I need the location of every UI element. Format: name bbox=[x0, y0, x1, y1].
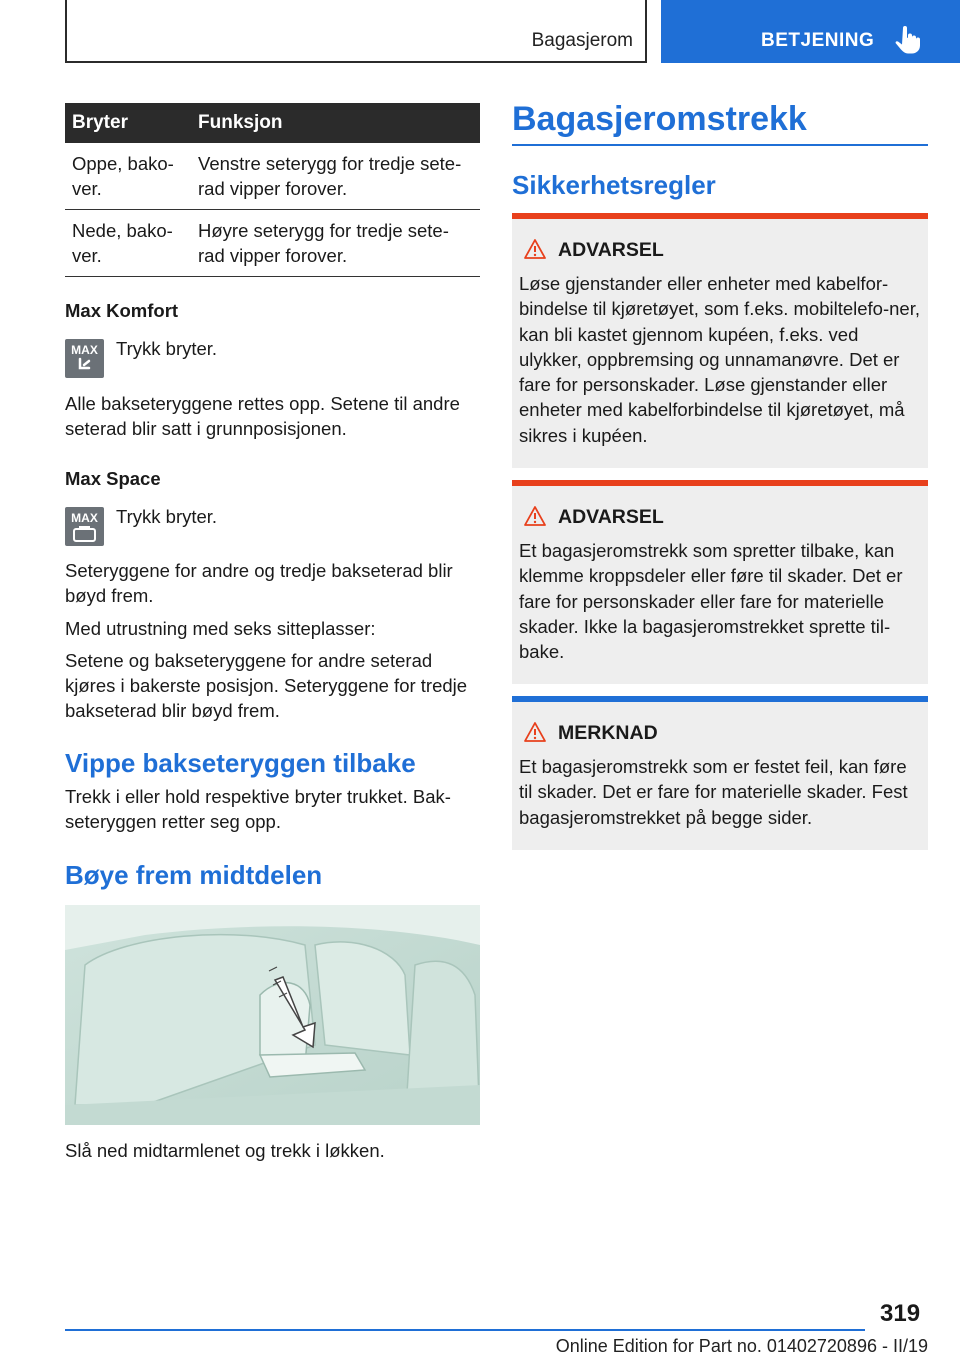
footer-divider bbox=[65, 1329, 865, 1331]
svg-text:MAX: MAX bbox=[71, 511, 98, 525]
notice-color-bar bbox=[512, 696, 928, 702]
table-cell: Oppe, bako-ver. bbox=[65, 143, 191, 210]
header-section-box bbox=[65, 0, 647, 63]
table-cell: Venstre seterygg for tredje sete-rad vipper forover. bbox=[191, 143, 480, 210]
warning-notice-2 bbox=[512, 480, 928, 684]
max-space-step: Trykk bryter. bbox=[116, 506, 218, 527]
vippe-description: Trekk i eller hold respektive bryter trukket. Bak-seteryggen retter seg opp. bbox=[65, 786, 451, 832]
header-chapter-title: BETJENING bbox=[761, 30, 875, 51]
max-komfort-heading: Max Komfort bbox=[65, 300, 179, 321]
max-space-heading: Max Space bbox=[65, 468, 161, 489]
seating-description: Setene og bakseteryggene for andre seterad kjøres i bakerste posisjon. Seteryggene for tredje bakseterad blir bøyd frem. bbox=[65, 650, 468, 721]
notice-text: Et bagasjeromstrekk som er festet feil, kan føre til skader. Det er fare for materielle skader. Fest bagasjeromstrekket på begge sider. bbox=[519, 756, 908, 828]
table-header-row bbox=[65, 103, 480, 143]
table-cell: Høyre seterygg for tredje sete-rad vipper forover. bbox=[191, 210, 480, 277]
table-row bbox=[65, 143, 480, 210]
notice-label: MERKNAD bbox=[558, 722, 658, 744]
page-title: Bagasjeromstrekk bbox=[512, 100, 807, 138]
switch-function-table bbox=[65, 103, 480, 277]
table-header-cell: Bryter bbox=[65, 103, 191, 143]
table-header-cell: Funksjon bbox=[191, 103, 480, 143]
notice-color-bar bbox=[512, 480, 928, 486]
header-chapter-box bbox=[661, 0, 960, 63]
footer-edition: Online Edition for Part no. 01402720896 - II/19 bbox=[555, 1336, 928, 1356]
hand-pointer-icon bbox=[894, 26, 920, 54]
boye-heading: Bøye frem midtdelen bbox=[65, 860, 323, 890]
photo-caption: Slå ned midtarmlenet og trekk i løkken. bbox=[65, 1140, 385, 1161]
notice-label: ADVARSEL bbox=[558, 239, 664, 261]
max-space-description: Seteryggene for andre og tredje bakseterad blir bøyd frem. bbox=[65, 560, 453, 606]
max-komfort-description: Alle bakseteryggene rettes opp. Setene til andre seterad blir satt i grunnposisjonen. bbox=[65, 393, 460, 439]
warning-triangle-icon bbox=[523, 238, 547, 260]
rear-seat-armrest-photo bbox=[65, 905, 480, 1125]
seating-note: Med utrustning med seks sitteplasser: bbox=[65, 618, 376, 639]
warning-triangle-icon bbox=[523, 721, 547, 743]
title-divider bbox=[512, 144, 928, 146]
table-cell: Nede, bako-ver. bbox=[65, 210, 191, 277]
page-number: 319 bbox=[880, 1300, 921, 1327]
notice-text: Et bagasjeromstrekk som spretter tilbake, kan klemme kroppsdeler eller føre til skader. Det er fare for personskader eller fare for materielle skader. Ikke la bagasjeromstrekket sprette til-bake. bbox=[519, 540, 903, 663]
notice-text: Løse gjenstander eller enheter med kabelfor-bindelse til kjøretøyet, som f.eks. mobiltelefo-ner, kan bli kastet gjennom kupéen, f.eks. ved ulykker, oppbremsing og unnamanøvre. Det er fare for personskader. Løse gjenstander eller enheter med kabelforbindelse til kjøretøyet, må sikres i kupéen. bbox=[519, 273, 920, 446]
section-subtitle: Sikkerhetsregler bbox=[512, 170, 716, 200]
table-row bbox=[65, 210, 480, 277]
vippe-heading: Vippe bakseteryggen tilbake bbox=[65, 748, 416, 778]
max-komfort-step: Trykk bryter. bbox=[116, 338, 218, 359]
max-komfort-icon bbox=[65, 339, 104, 378]
notice-label: ADVARSEL bbox=[558, 506, 664, 528]
header-section-title: Bagasjerom bbox=[531, 30, 633, 51]
warning-notice-1 bbox=[512, 213, 928, 468]
warning-triangle-icon bbox=[523, 505, 547, 527]
max-space-icon bbox=[65, 507, 104, 546]
svg-text:MAX: MAX bbox=[71, 343, 98, 357]
info-notice bbox=[512, 696, 928, 850]
notice-color-bar bbox=[512, 213, 928, 219]
